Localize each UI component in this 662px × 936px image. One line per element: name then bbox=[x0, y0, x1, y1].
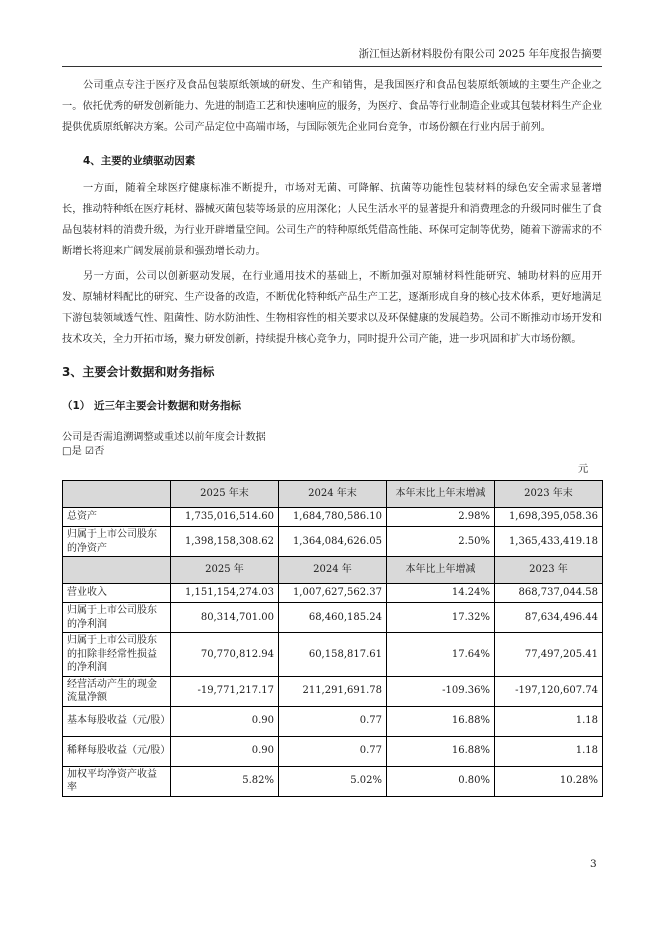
row-label: 归属于上市公司股东的净利润 bbox=[63, 603, 171, 633]
header-cell: 本年比上年增减 bbox=[387, 557, 495, 584]
table-cell: 1,735,016,514.60 bbox=[171, 508, 279, 527]
header-cell bbox=[63, 557, 171, 584]
table-cell: 1,151,154,274.03 bbox=[171, 584, 279, 603]
table-cell: 211,291,691.78 bbox=[279, 676, 387, 706]
table-cell: 0.90 bbox=[171, 736, 279, 766]
header-cell: 2025 年末 bbox=[171, 481, 279, 508]
table-cell: 14.24% bbox=[387, 584, 495, 603]
accounting-data-heading: 3、主要会计数据和财务指标 bbox=[62, 365, 215, 379]
page-number: 3 bbox=[590, 858, 597, 870]
performance-drivers-heading: 4、主要的业绩驱动因素 bbox=[83, 155, 196, 167]
table-row bbox=[63, 603, 603, 633]
three-year-data-subheading: （1） 近三年主要会计数据和财务指标 bbox=[62, 400, 241, 412]
table-cell: -197,120,607.74 bbox=[495, 676, 603, 706]
table-cell: 2.50% bbox=[387, 527, 495, 557]
table-header-row bbox=[63, 557, 603, 584]
table-cell: 17.32% bbox=[387, 603, 495, 633]
table-row bbox=[63, 676, 603, 706]
restate-question: 公司是否需追溯调整或重述以前年度会计数据 bbox=[62, 432, 266, 443]
table-cell: 0.90 bbox=[171, 706, 279, 736]
table-cell: 68,460,185.24 bbox=[279, 603, 387, 633]
row-label: 总资产 bbox=[63, 508, 171, 527]
table-cell: 2.98% bbox=[387, 508, 495, 527]
header-cell: 2024 年末 bbox=[279, 481, 387, 508]
table-cell: 1.18 bbox=[495, 736, 603, 766]
header-cell: 2023 年末 bbox=[495, 481, 603, 508]
row-label: 归属于上市公司股东的扣除非经常性损益的净利润 bbox=[63, 633, 171, 677]
table-row bbox=[63, 766, 603, 796]
row-label: 加权平均净资产收益率 bbox=[63, 766, 171, 796]
restate-options: □是 ☑否 bbox=[62, 446, 105, 457]
table-cell: -19,771,217.17 bbox=[171, 676, 279, 706]
header-cell: 2023 年 bbox=[495, 557, 603, 584]
table-cell: 5.82% bbox=[171, 766, 279, 796]
table-cell: 868,737,044.58 bbox=[495, 584, 603, 603]
table-cell: 0.77 bbox=[279, 736, 387, 766]
header-cell: 2024 年 bbox=[279, 557, 387, 584]
table-row bbox=[63, 508, 603, 527]
row-label: 基本每股收益（元/股） bbox=[63, 706, 171, 736]
table-cell: 1,007,627,562.37 bbox=[279, 584, 387, 603]
table-cell: 17.64% bbox=[387, 633, 495, 677]
row-label: 稀释每股收益（元/股） bbox=[63, 736, 171, 766]
table-cell: 77,497,205.41 bbox=[495, 633, 603, 677]
drivers-paragraph-1: 一方面，随着全球医疗健康标准不断提升，市场对无菌、可降解、抗菌等功能性包装材料的绿色安全需求显著增长，推动特种纸在医疗耗材、器械灭菌包装等场景的应用深化；人民生活水平的显著提升和消费理念的升级同时催生了食品包装材料的消费升级，为行业开辟增量空间。公司生产的特种原纸凭借高性能、环保可定制等优势，随着下游需求的不断增长将迎来广阔发展前景和强劲增长动力。 bbox=[62, 183, 602, 257]
table-cell: 60,158,817.61 bbox=[279, 633, 387, 677]
header-cell bbox=[63, 481, 171, 508]
table-row bbox=[63, 633, 603, 677]
company-intro-paragraph: 公司重点专注于医疗及食品包装原纸领域的研发、生产和销售，是我国医疗和食品包装原纸领域的主要生产企业之一。依托优秀的研发创新能力、先进的制造工艺和快速响应的服务，为医疗、食品等行业制造企业或其包装材料生产企业提供优质原纸解决方案。公司产品定位中高端市场，与国际领先企业同台竞争，市场份额在行业内居于前列。 bbox=[62, 80, 602, 133]
currency-unit: 元 bbox=[578, 464, 589, 475]
financial-indicators-table bbox=[62, 480, 603, 797]
table-cell: 16.88% bbox=[387, 736, 495, 766]
table-row bbox=[63, 706, 603, 736]
table-cell: 87,634,496.44 bbox=[495, 603, 603, 633]
table-cell: 16.88% bbox=[387, 706, 495, 736]
table-cell: 80,314,701.00 bbox=[171, 603, 279, 633]
row-label: 经营活动产生的现金流量净额 bbox=[63, 676, 171, 706]
table-cell: 70,770,812.94 bbox=[171, 633, 279, 677]
row-label: 营业收入 bbox=[63, 584, 171, 603]
table-cell: 1,698,395,058.36 bbox=[495, 508, 603, 527]
table-cell: 0.77 bbox=[279, 706, 387, 736]
table-header-row bbox=[63, 481, 603, 508]
header-cell: 2025 年 bbox=[171, 557, 279, 584]
table-cell: 1,398,158,308.62 bbox=[171, 527, 279, 557]
row-label: 归属于上市公司股东的净资产 bbox=[63, 527, 171, 557]
drivers-paragraph-2: 另一方面，公司以创新驱动发展，在行业通用技术的基础上，不断加强对原辅材料性能研究、辅助材料的应用开发、原辅材料配比的研究、生产设备的改造，不断优化特种纸产品生产工艺，逐渐形成自身的核心技术体系，更好地满足下游包装领域透气性、阻菌性、防水防油性、生物相容性的相关要求以及环保健康的发展趋势。公司不断推动市场开发和技术攻关，全力开拓市场，聚力研发创新，持续提升核心竞争力，同时提升公司产能，进一步巩固和扩大市场份额。 bbox=[62, 271, 602, 345]
table-row bbox=[63, 736, 603, 766]
table-cell: 1.18 bbox=[495, 706, 603, 736]
table-cell: 5.02% bbox=[279, 766, 387, 796]
table-cell: 1,684,780,586.10 bbox=[279, 508, 387, 527]
page-header: 浙江恒达新材料股份有限公司 2025 年年度报告摘要 bbox=[62, 46, 602, 67]
header-cell: 本年末比上年末增减 bbox=[387, 481, 495, 508]
table-cell: -109.36% bbox=[387, 676, 495, 706]
table-cell: 1,364,084,626.05 bbox=[279, 527, 387, 557]
table-row bbox=[63, 527, 603, 557]
table-cell: 10.28% bbox=[495, 766, 603, 796]
table-cell: 1,365,433,419.18 bbox=[495, 527, 603, 557]
table-cell: 0.80% bbox=[387, 766, 495, 796]
table-row bbox=[63, 584, 603, 603]
